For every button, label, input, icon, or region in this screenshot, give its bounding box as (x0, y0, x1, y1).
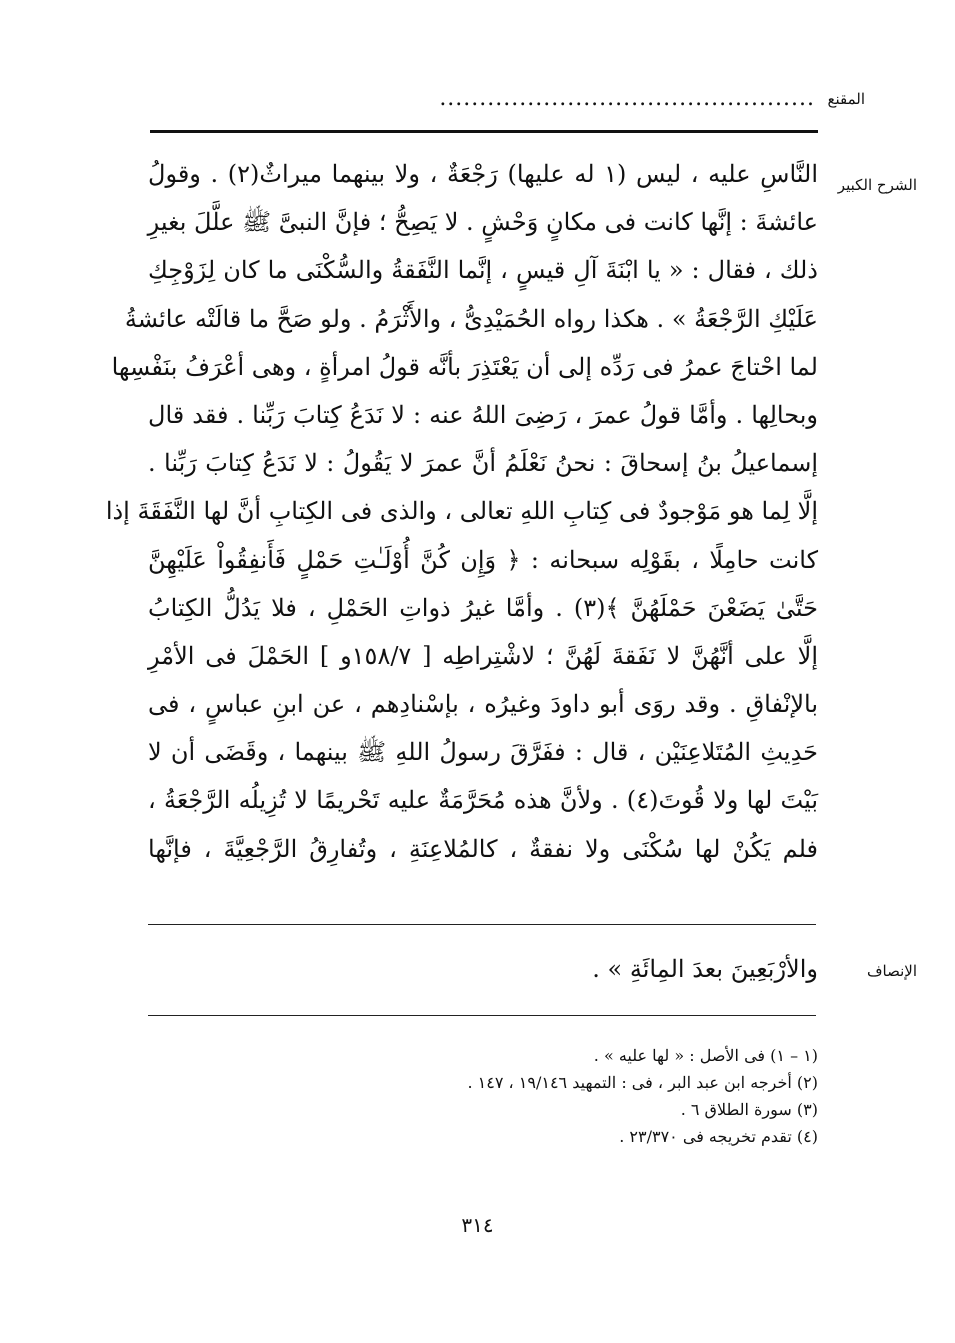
footnote-1: (١ – ١) فى الأصل : « لها عليه » . (593, 1046, 818, 1065)
body-line: حَتَّىٰ يَضَعْنَ حَمْلَهُنَّ ﴾(٣) . وأمَّا غيرُ ذواتِ الحَمْلِ ، فلا يَدُلُّ الكِتابُ (148, 593, 818, 622)
body-line: إسماعيلُ بنُ إسحاقَ : نحنُ نَعْلَمُ أنَّ عمرَ لا يَقُولُ : لا نَدَعُ كِتابَ رَبِّنا . (148, 449, 818, 478)
body-line: ذلك ، فقال : « يا ابْنَةَ آلِ قيسٍ ، إنَّما النَّفَقةُ والسُّكْنَى ما كان لِزَوْجِكِ (148, 256, 818, 285)
insaf-text: والأرْبَعِينَ بعدَ المِائَةِ » . (592, 955, 818, 983)
footnotes (467, 1042, 818, 1150)
side-label-sharh: الشرح الكبير (837, 176, 917, 194)
body-line: إلَّا على أنَّهُنَّ لا نَفَقةَ لَهُنَّ ؛ لاشْتِراطِه [ ١٥٨/٧و ] الحَمْلَ فى الأمْرِ (148, 641, 818, 670)
section-divider (148, 924, 816, 925)
side-label-insaf: الإنصاف (866, 962, 917, 980)
footnote-4: (٤) تقدم تخريجه فى ٢٣/٣٧٠ . (619, 1127, 818, 1146)
header-dotted-leader: ............................................... (439, 86, 815, 110)
header-rule (150, 130, 818, 133)
page-number: ٣١٤ (461, 1213, 494, 1237)
body-line: عَلَيْكِ الرَّجْعَةُ » . هكذا رواه الحُمَيْدِىُّ ، والأَثْرَمُ . ولو صَحَّ ما قالَتْه عائشةُ (124, 304, 818, 333)
footnote-divider (148, 1015, 816, 1016)
body-line: النَّاسِ عليه ، ليس (١ له عليها) رَجْعَةٌ ، ولا بينهما ميراثٌ(٢) . وقولُ (148, 160, 819, 188)
footnote-2: (٢) أخرجه ابن عبد البر ، فى : التمهيد ١٩/١٤٦ ، ١٤٧ . (467, 1073, 818, 1092)
body-line: كانت حامِلًا ، بقَوْلِه سبحانه : ﴿ وَإِن كُنَّ أُوْلَـٰتِ حَمْلٍ فَأَنفِقُواْ عَلَيْهِنَّ (148, 545, 818, 574)
body-line: وبحالِها . وأمَّا قولُ عمرَ ، رَضِىَ اللهُ عنه : لا نَدَعُ كِتابَ رَبِّنا . فقد قال (148, 400, 818, 429)
main-body-text (105, 150, 819, 873)
body-line: فلم يَكُنْ لها سُكْنَى ولا نفقةٌ ، كالمُلاعِنَةِ ، وتُفارِقُ الرَّجْعِيَّةَ ، فإنَّها (148, 834, 818, 863)
running-header-title: المقنع (827, 90, 865, 108)
body-line: بالإنْفاقِ . وقد روَى أبو داودَ وغيرُه ، بإسْنادِهم ، عن ابنِ عباسٍ ، فى (148, 690, 818, 719)
body-line: عائشةَ : إنَّها كانت فى مكانٍ وَحْشٍ . لا يَصِحُّ ؛ فإنَّ النبىَّ ﷺ علَّلَ بغيرِ (147, 208, 818, 237)
body-line: حَدِيثِ المُتَلاعِنَيْن ، قال : ففَرَّقَ رسولُ اللهِ ﷺ بينهما ، وقَضَى أن لا (148, 738, 818, 767)
body-line: إلَّا لِما هو مَوْجودٌ فى كِتابِ اللهِ تعالى ، والذى فى الكِتابِ أنَّ لها النَّفَقَةَ إذا (105, 497, 818, 526)
body-line: بَيْتَ لها ولا قُوتَ(٤) . ولأنَّ هذه مُحَرَّمَةٌ عليه تَحْريمًا لا تُزِيلُه الرَّجْعَةُ ، (148, 786, 818, 815)
footnote-3: (٣) سورة الطلاق ٦ . (680, 1100, 818, 1119)
body-line: لما احْتاجَ عمرُ فى رَدِّه إلى أن يَعْتَذِرَ بأنَّه قولُ امرأةٍ ، وهى أعْرَفُ بنَفْسِها (111, 352, 818, 381)
